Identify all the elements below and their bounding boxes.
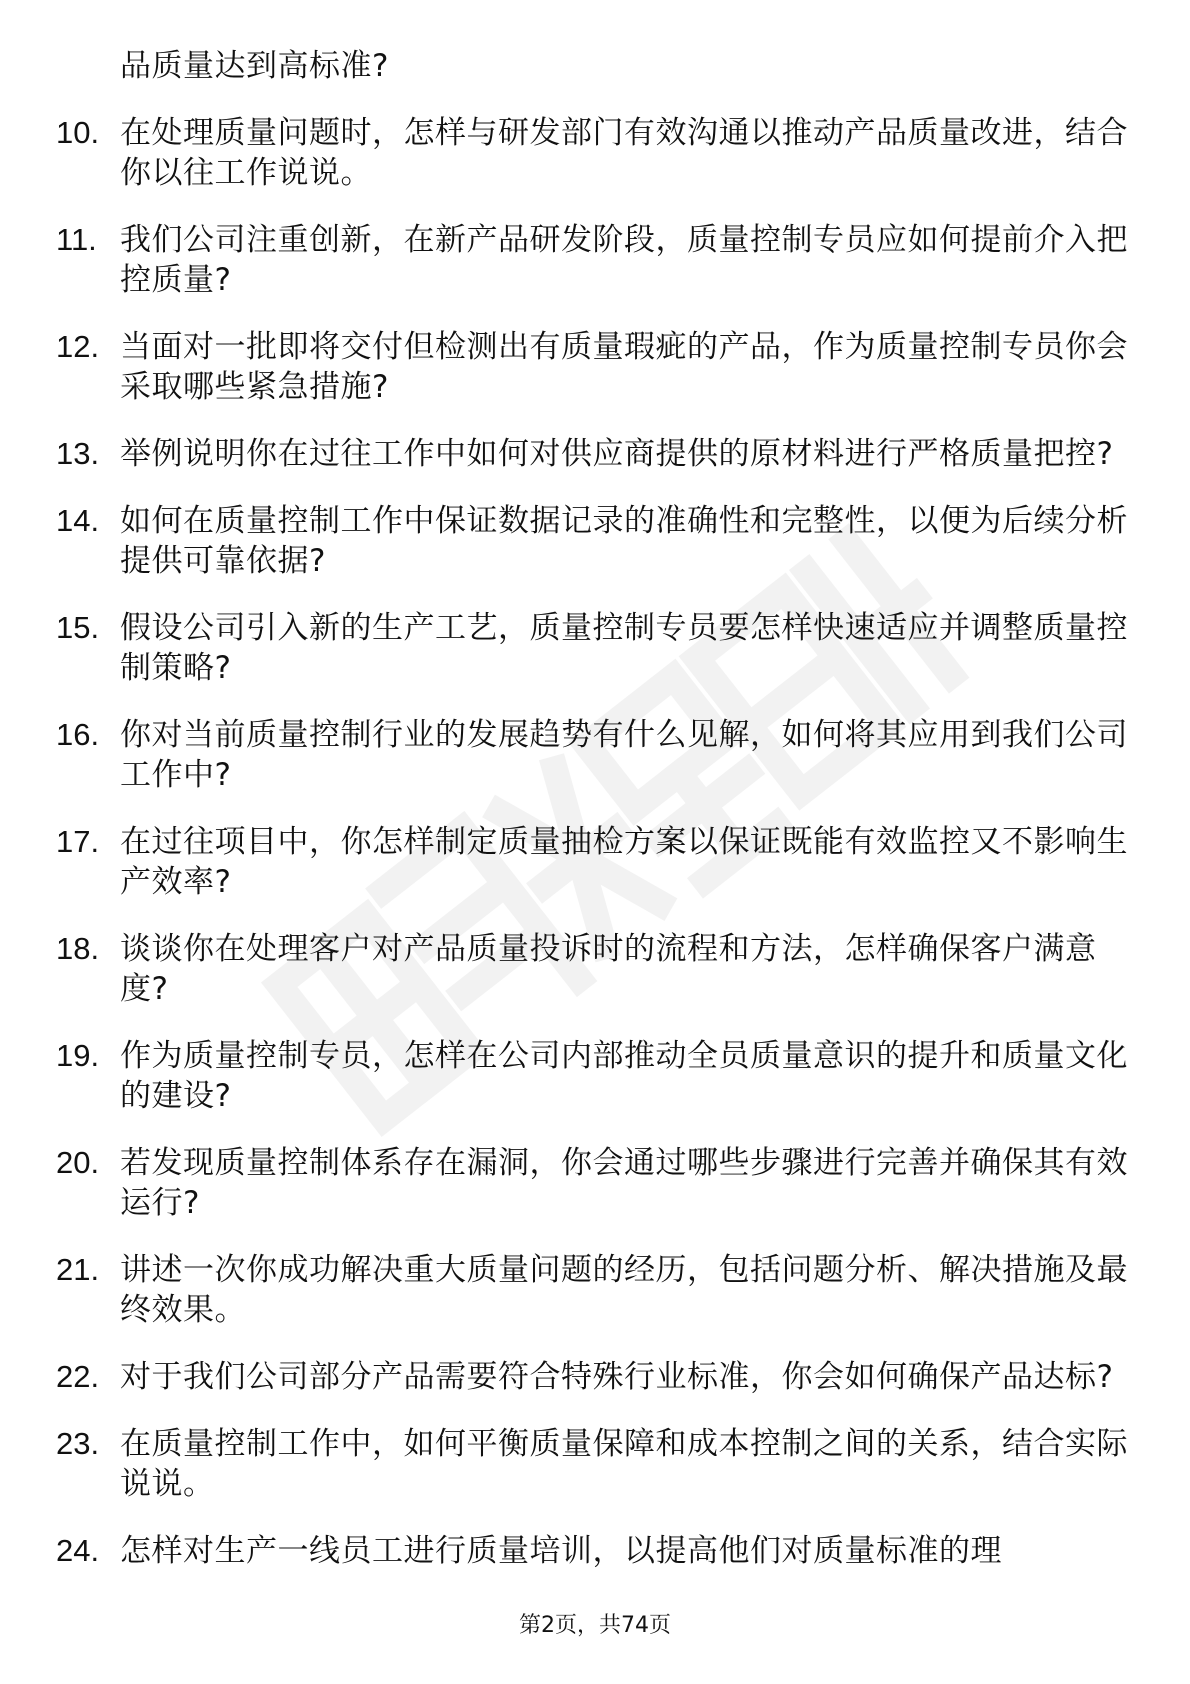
question-number: 15. <box>56 610 100 645</box>
list-item <box>56 220 1136 300</box>
question-text: 在处理质量问题时，怎样与研发部门有效沟通以推动产品质量改进，结合你以往工作说说。 <box>120 115 1128 191</box>
question-text: 假设公司引入新的生产工艺，质量控制专员要怎样快速适应并调整质量控制策略? <box>120 610 1128 686</box>
question-text: 你对当前质量控制行业的发展趋势有什么见解，如何将其应用到我们公司工作中? <box>120 717 1128 793</box>
list-item <box>56 1036 1136 1116</box>
list-item <box>56 501 1136 581</box>
question-content <box>56 46 1136 1571</box>
question-number: 12. <box>56 329 100 364</box>
question-text: 讲述一次你成功解决重大质量问题的经历，包括问题分析、解决措施及最终效果。 <box>120 1252 1128 1328</box>
question-text: 当面对一批即将交付但检测出有质量瑕疵的产品，作为质量控制专员你会采取哪些紧急措施? <box>120 329 1128 405</box>
list-item <box>56 113 1136 193</box>
page-number-footer: 第2页，共74页 <box>519 1613 671 1638</box>
list-item <box>56 327 1136 407</box>
question-number: 17. <box>56 824 100 859</box>
question-text: 在质量控制工作中，如何平衡质量保障和成本控制之间的关系，结合实际说说。 <box>120 1426 1128 1502</box>
question-text: 举例说明你在过往工作中如何对供应商提供的原材料进行严格质量把控? <box>120 436 1114 472</box>
question-number: 11. <box>56 222 97 257</box>
question-number: 24. <box>56 1533 100 1568</box>
list-item <box>56 715 1136 795</box>
list-item <box>56 929 1136 1009</box>
question-text: 我们公司注重创新，在新产品研发阶段，质量控制专员应如何提前介入把控质量? <box>120 222 1128 298</box>
list-item <box>56 822 1136 902</box>
list-item <box>56 1143 1136 1223</box>
question-number: 14. <box>56 503 100 538</box>
question-list <box>56 113 1136 1571</box>
question-number: 22. <box>56 1359 100 1394</box>
list-item <box>56 1357 1136 1397</box>
question-text: 作为质量控制专员，怎样在公司内部推动全员质量意识的提升和质量文化的建设? <box>120 1038 1128 1114</box>
list-item <box>56 1250 1136 1330</box>
question-number: 23. <box>56 1426 100 1461</box>
question-text: 如何在质量控制工作中保证数据记录的准确性和完整性，以便为后续分析提供可靠依据? <box>120 503 1128 579</box>
list-item <box>56 1424 1136 1504</box>
question-number: 13. <box>56 436 100 471</box>
question-number: 19. <box>56 1038 100 1073</box>
list-item <box>56 1531 1136 1571</box>
question-number: 10. <box>56 115 100 150</box>
previous-question-continuation: 品质量达到高标准? <box>120 48 389 84</box>
question-number: 16. <box>56 717 100 752</box>
question-text: 若发现质量控制体系存在漏洞，你会通过哪些步骤进行完善并确保其有效运行? <box>120 1145 1128 1221</box>
list-item <box>56 434 1136 474</box>
question-number: 18. <box>56 931 100 966</box>
question-text: 谈谈你在处理客户对产品质量投诉时的流程和方法，怎样确保客户满意度? <box>120 931 1097 1007</box>
question-text: 对于我们公司部分产品需要符合特殊行业标准，你会如何确保产品达标? <box>120 1359 1114 1395</box>
list-item <box>56 608 1136 688</box>
question-number: 20. <box>56 1145 100 1180</box>
question-number: 21. <box>56 1252 100 1287</box>
question-text: 怎样对生产一线员工进行质量培训，以提高他们对质量标准的理 <box>120 1533 1002 1569</box>
question-text: 在过往项目中，你怎样制定质量抽检方案以保证既能有效监控又不影响生产效率? <box>120 824 1128 900</box>
